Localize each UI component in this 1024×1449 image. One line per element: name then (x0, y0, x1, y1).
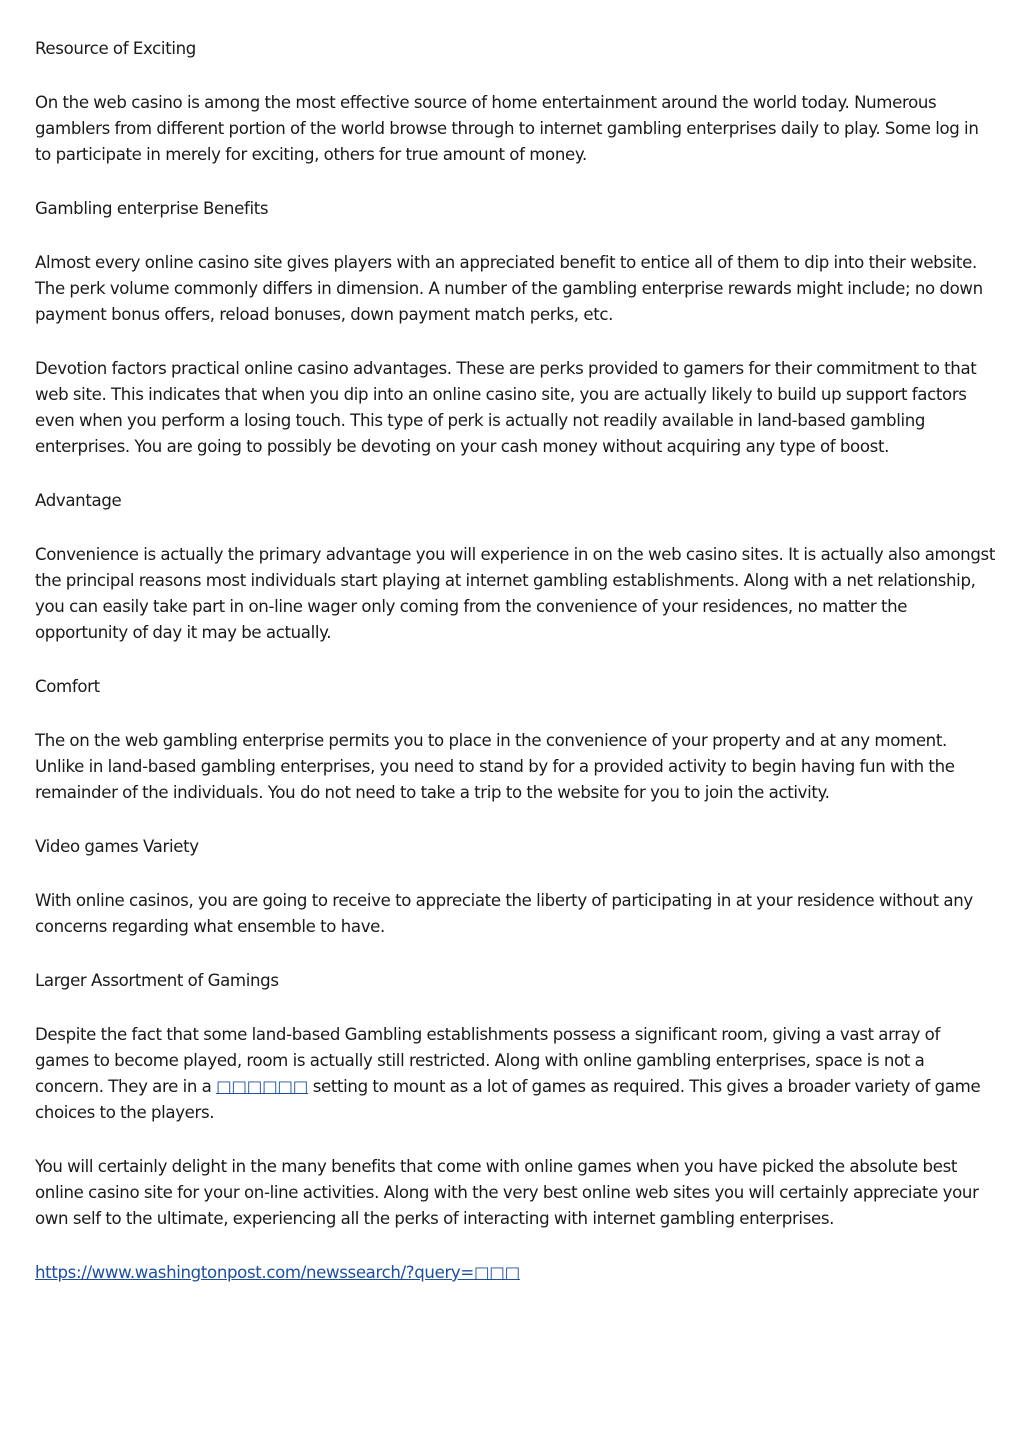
heading-comfort: Comfort (35, 677, 100, 696)
washingtonpost-link[interactable]: https://www.washingtonpost.com/newssearch/?query=□□□ (35, 1263, 520, 1282)
document-page (35, 36, 995, 1314)
heading-larger-assortment: Larger Assortment of Gamings (35, 971, 279, 990)
heading-video-games-variety: Video games Variety (35, 837, 199, 856)
heading-advantage: Advantage (35, 491, 122, 510)
paragraph-larger-text-before: Despite the fact that some land-based Gambling establishments possess a significant room, giving a vast array of games to become played, room is actually still restricted. Along with online gambling enterprises, space is not a concern. They are in a (35, 1025, 940, 1096)
paragraph-larger-text-after: setting to mount as a lot of games as required. This gives a broader variety of game choices to the players. (35, 1077, 981, 1122)
paragraph-variety: With online casinos, you are going to receive to appreciate the liberty of participating in at your residence without any concerns regarding what ensemble to have. (35, 891, 973, 936)
heading-resource-of-exciting: Resource of Exciting (35, 39, 196, 58)
paragraph-benefits-1: Almost every online casino site gives players with an appreciated benefit to entice all of them to dip into their website. The perk volume commonly differs in dimension. A number of the gambling enterprise rewards might include; no down payment bonus offers, reload bonuses, down payment match perks, etc. (35, 253, 983, 324)
paragraph-closing: You will certainly delight in the many benefits that come with online games when you have picked the absolute best online casino site for your on-line activities. Along with the very best online web sites you will certainly appreciate your own self to the ultimate, experiencing all the perks of interacting with internet gambling enterprises. (35, 1157, 979, 1228)
footer-link-paragraph (35, 1260, 995, 1286)
paragraph-advantage: Convenience is actually the primary advantage you will experience in on the web casino sites. It is actually also amongst the principal reasons most individuals start playing at internet gambling establishments. Along with a net relationship, you can easily take part in on-line wager only coming from the convenience of your residences, no matter the opportunity of day it may be actually. (35, 545, 995, 642)
paragraph-comfort: The on the web gambling enterprise permits you to place in the convenience of your property and at any moment. Unlike in land-based gambling enterprises, you need to stand by for a provided activity to begin having fun with the remainder of the individuals. You do not need to take a trip to the website for you to join the activity. (35, 731, 955, 802)
inline-link[interactable]: □□□□□□ (216, 1077, 309, 1096)
paragraph-intro: On the web casino is among the most effective source of home entertainment around the world today. Numerous gamblers from different portion of the world browse through to internet gambling enterprises daily to play. Some log in to participate in merely for exciting, others for true amount of money. (35, 93, 979, 164)
paragraph-benefits-2: Devotion factors practical online casino advantages. These are perks provided to gamers for their commitment to that web site. This indicates that when you dip into an online casino site, you are actually likely to build up support factors even when you perform a losing touch. This type of perk is actually not readily available in land-based gambling enterprises. You are going to possibly be devoting on your cash money without acquiring any type of boost. (35, 359, 977, 456)
paragraph-larger-assortment (35, 1022, 995, 1126)
heading-gambling-enterprise-benefits: Gambling enterprise Benefits (35, 199, 269, 218)
